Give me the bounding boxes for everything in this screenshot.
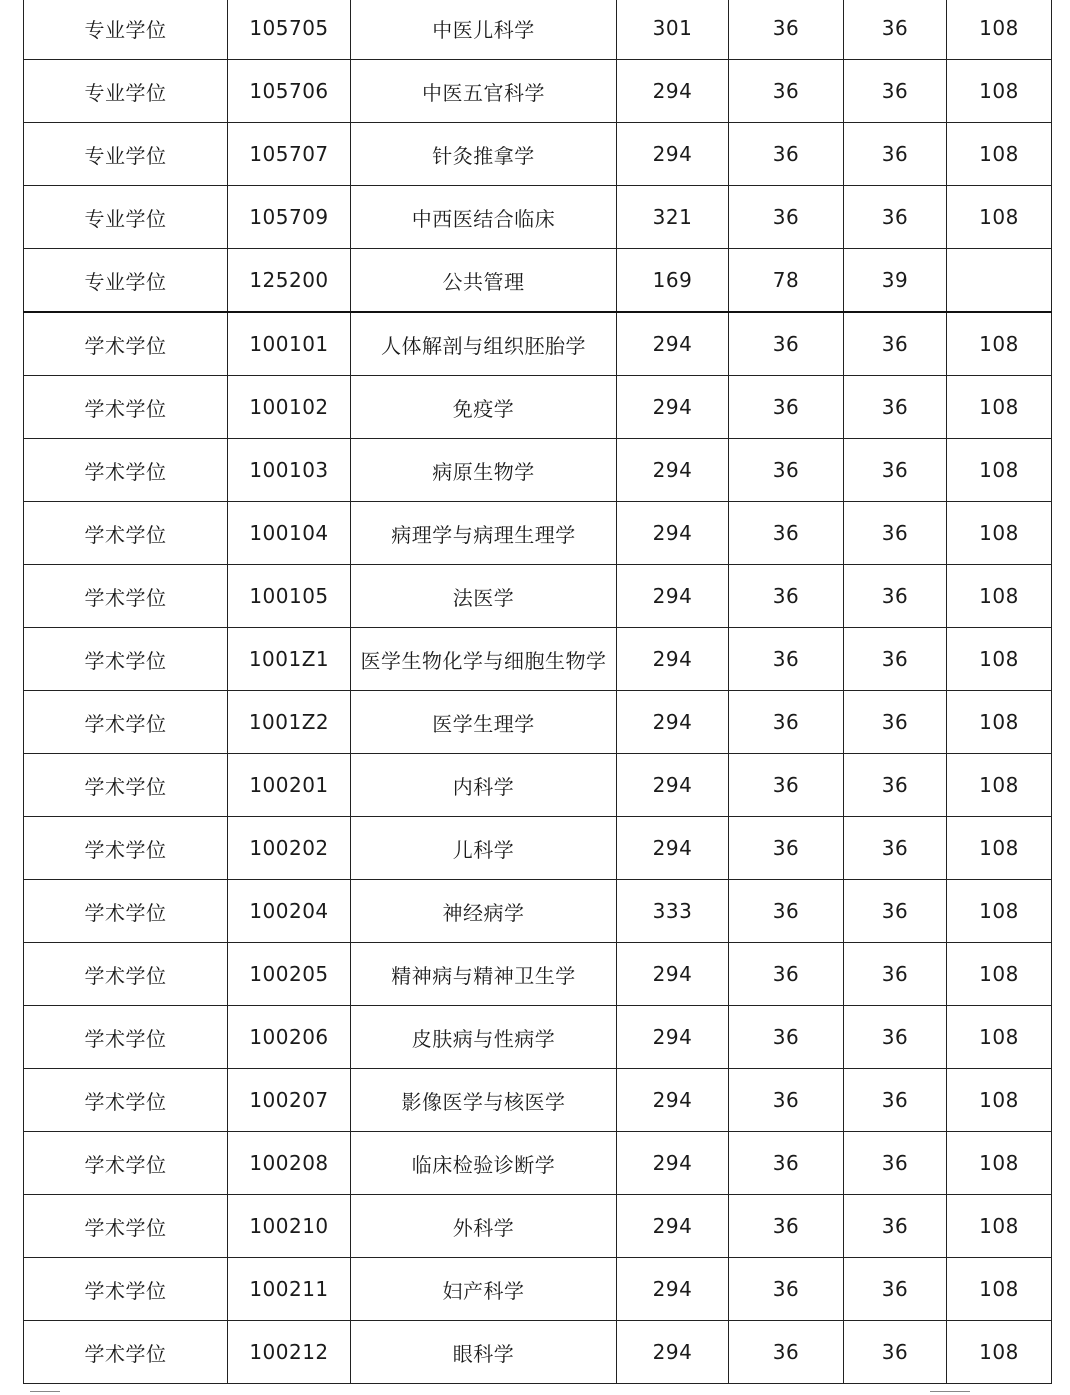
- score-table-container: [23, 0, 1051, 1384]
- degree-type-cell: 学术学位: [24, 376, 228, 439]
- major-code-cell: 100201: [228, 754, 351, 817]
- major-code-cell: 125200: [228, 249, 351, 313]
- subject2-score-cell: 36: [844, 1258, 947, 1321]
- major-code-cell: 100103: [228, 439, 351, 502]
- table-row: [24, 565, 1052, 628]
- subject2-score-cell: 36: [844, 1132, 947, 1195]
- table-row: [24, 60, 1052, 123]
- table-row: [24, 1195, 1052, 1258]
- major-name-cell: 中西医结合临床: [351, 186, 617, 249]
- subject1-score-cell: 36: [729, 817, 844, 880]
- subject1-score-cell: 36: [729, 60, 844, 123]
- subject1-score-cell: 36: [729, 628, 844, 691]
- major-code-cell: 100206: [228, 1006, 351, 1069]
- subject1-score-cell: 36: [729, 123, 844, 186]
- major-name-cell: 皮肤病与性病学: [351, 1006, 617, 1069]
- subject3-score-cell: [947, 249, 1052, 313]
- table-row: [24, 880, 1052, 943]
- major-name-cell: 外科学: [351, 1195, 617, 1258]
- subject1-score-cell: 78: [729, 249, 844, 313]
- table-body: [24, 0, 1052, 1384]
- subject1-score-cell: 36: [729, 186, 844, 249]
- major-name-cell: 精神病与精神卫生学: [351, 943, 617, 1006]
- degree-type-cell: 学术学位: [24, 565, 228, 628]
- major-name-cell: 眼科学: [351, 1321, 617, 1384]
- subject2-score-cell: 36: [844, 754, 947, 817]
- major-code-cell: 1001Z1: [228, 628, 351, 691]
- degree-type-cell: 专业学位: [24, 0, 228, 60]
- major-name-cell: 病理学与病理生理学: [351, 502, 617, 565]
- table-row: [24, 312, 1052, 376]
- total-score-cell: 294: [617, 1006, 729, 1069]
- bottom-edge-mark: [930, 1391, 970, 1392]
- major-code-cell: 100101: [228, 312, 351, 376]
- table-row: [24, 754, 1052, 817]
- major-code-cell: 100202: [228, 817, 351, 880]
- subject3-score-cell: 108: [947, 0, 1052, 60]
- subject3-score-cell: 108: [947, 502, 1052, 565]
- subject1-score-cell: 36: [729, 1195, 844, 1258]
- major-name-cell: 医学生物化学与细胞生物学: [351, 628, 617, 691]
- total-score-cell: 294: [617, 691, 729, 754]
- subject2-score-cell: 36: [844, 1069, 947, 1132]
- total-score-cell: 169: [617, 249, 729, 313]
- subject2-score-cell: 36: [844, 439, 947, 502]
- degree-type-cell: 专业学位: [24, 123, 228, 186]
- major-code-cell: 100212: [228, 1321, 351, 1384]
- total-score-cell: 294: [617, 312, 729, 376]
- subject3-score-cell: 108: [947, 439, 1052, 502]
- total-score-cell: 294: [617, 60, 729, 123]
- total-score-cell: 294: [617, 754, 729, 817]
- table-row: [24, 943, 1052, 1006]
- major-code-cell: 105706: [228, 60, 351, 123]
- degree-type-cell: 学术学位: [24, 1195, 228, 1258]
- degree-type-cell: 学术学位: [24, 943, 228, 1006]
- subject2-score-cell: 36: [844, 186, 947, 249]
- subject2-score-cell: 36: [844, 0, 947, 60]
- subject1-score-cell: 36: [729, 1321, 844, 1384]
- major-name-cell: 内科学: [351, 754, 617, 817]
- subject3-score-cell: 108: [947, 1006, 1052, 1069]
- total-score-cell: 294: [617, 1258, 729, 1321]
- score-table: [23, 0, 1052, 1384]
- total-score-cell: 294: [617, 628, 729, 691]
- degree-type-cell: 专业学位: [24, 249, 228, 313]
- major-name-cell: 妇产科学: [351, 1258, 617, 1321]
- degree-type-cell: 学术学位: [24, 312, 228, 376]
- total-score-cell: 294: [617, 376, 729, 439]
- major-code-cell: 100211: [228, 1258, 351, 1321]
- degree-type-cell: 学术学位: [24, 1132, 228, 1195]
- total-score-cell: 301: [617, 0, 729, 60]
- subject3-score-cell: 108: [947, 754, 1052, 817]
- subject3-score-cell: 108: [947, 817, 1052, 880]
- degree-type-cell: 学术学位: [24, 1006, 228, 1069]
- table-row: [24, 1069, 1052, 1132]
- bottom-edge-mark: [30, 1391, 60, 1392]
- total-score-cell: 294: [617, 1195, 729, 1258]
- major-name-cell: 神经病学: [351, 880, 617, 943]
- total-score-cell: 294: [617, 502, 729, 565]
- major-name-cell: 中医五官科学: [351, 60, 617, 123]
- subject3-score-cell: 108: [947, 1321, 1052, 1384]
- total-score-cell: 294: [617, 1321, 729, 1384]
- degree-type-cell: 学术学位: [24, 817, 228, 880]
- subject3-score-cell: 108: [947, 123, 1052, 186]
- total-score-cell: 321: [617, 186, 729, 249]
- major-code-cell: 100205: [228, 943, 351, 1006]
- table-row: [24, 1321, 1052, 1384]
- subject2-score-cell: 36: [844, 312, 947, 376]
- subject1-score-cell: 36: [729, 691, 844, 754]
- subject2-score-cell: 36: [844, 1321, 947, 1384]
- subject2-score-cell: 36: [844, 943, 947, 1006]
- subject3-score-cell: 108: [947, 1069, 1052, 1132]
- subject1-score-cell: 36: [729, 1006, 844, 1069]
- subject3-score-cell: 108: [947, 943, 1052, 1006]
- subject2-score-cell: 36: [844, 376, 947, 439]
- subject2-score-cell: 36: [844, 1006, 947, 1069]
- subject1-score-cell: 36: [729, 1258, 844, 1321]
- major-name-cell: 公共管理: [351, 249, 617, 313]
- degree-type-cell: 学术学位: [24, 628, 228, 691]
- major-code-cell: 100210: [228, 1195, 351, 1258]
- degree-type-cell: 学术学位: [24, 502, 228, 565]
- subject2-score-cell: 36: [844, 60, 947, 123]
- major-name-cell: 免疫学: [351, 376, 617, 439]
- total-score-cell: 294: [617, 1069, 729, 1132]
- table-row: [24, 1258, 1052, 1321]
- subject1-score-cell: 36: [729, 376, 844, 439]
- major-code-cell: 100105: [228, 565, 351, 628]
- degree-type-cell: 专业学位: [24, 60, 228, 123]
- table-row: [24, 691, 1052, 754]
- table-row: [24, 376, 1052, 439]
- major-code-cell: 105707: [228, 123, 351, 186]
- subject1-score-cell: 36: [729, 754, 844, 817]
- major-name-cell: 临床检验诊断学: [351, 1132, 617, 1195]
- subject3-score-cell: 108: [947, 376, 1052, 439]
- table-row: [24, 0, 1052, 60]
- subject3-score-cell: 108: [947, 565, 1052, 628]
- total-score-cell: 294: [617, 123, 729, 186]
- degree-type-cell: 学术学位: [24, 1069, 228, 1132]
- subject2-score-cell: 39: [844, 249, 947, 313]
- total-score-cell: 294: [617, 817, 729, 880]
- table-row: [24, 123, 1052, 186]
- major-name-cell: 病原生物学: [351, 439, 617, 502]
- table-row: [24, 1006, 1052, 1069]
- major-code-cell: 100102: [228, 376, 351, 439]
- table-row: [24, 439, 1052, 502]
- major-name-cell: 儿科学: [351, 817, 617, 880]
- subject3-score-cell: 108: [947, 1132, 1052, 1195]
- table-row: [24, 502, 1052, 565]
- major-name-cell: 人体解剖与组织胚胎学: [351, 312, 617, 376]
- subject1-score-cell: 36: [729, 1132, 844, 1195]
- degree-type-cell: 学术学位: [24, 691, 228, 754]
- subject1-score-cell: 36: [729, 943, 844, 1006]
- subject1-score-cell: 36: [729, 565, 844, 628]
- major-name-cell: 针灸推拿学: [351, 123, 617, 186]
- total-score-cell: 294: [617, 565, 729, 628]
- degree-type-cell: 学术学位: [24, 754, 228, 817]
- subject1-score-cell: 36: [729, 880, 844, 943]
- subject1-score-cell: 36: [729, 312, 844, 376]
- total-score-cell: 294: [617, 943, 729, 1006]
- degree-type-cell: 学术学位: [24, 439, 228, 502]
- major-code-cell: 100204: [228, 880, 351, 943]
- subject3-score-cell: 108: [947, 880, 1052, 943]
- major-code-cell: 105709: [228, 186, 351, 249]
- subject2-score-cell: 36: [844, 565, 947, 628]
- subject2-score-cell: 36: [844, 691, 947, 754]
- table-row: [24, 628, 1052, 691]
- subject1-score-cell: 36: [729, 502, 844, 565]
- subject3-score-cell: 108: [947, 1258, 1052, 1321]
- major-code-cell: 105705: [228, 0, 351, 60]
- total-score-cell: 294: [617, 1132, 729, 1195]
- degree-type-cell: 专业学位: [24, 186, 228, 249]
- subject3-score-cell: 108: [947, 312, 1052, 376]
- major-code-cell: 100207: [228, 1069, 351, 1132]
- degree-type-cell: 学术学位: [24, 1258, 228, 1321]
- total-score-cell: 294: [617, 439, 729, 502]
- subject1-score-cell: 36: [729, 0, 844, 60]
- subject3-score-cell: 108: [947, 628, 1052, 691]
- subject1-score-cell: 36: [729, 1069, 844, 1132]
- subject2-score-cell: 36: [844, 880, 947, 943]
- subject2-score-cell: 36: [844, 1195, 947, 1258]
- subject1-score-cell: 36: [729, 439, 844, 502]
- table-row: [24, 1132, 1052, 1195]
- table-row: [24, 817, 1052, 880]
- subject2-score-cell: 36: [844, 123, 947, 186]
- major-name-cell: 医学生理学: [351, 691, 617, 754]
- subject3-score-cell: 108: [947, 186, 1052, 249]
- table-row: [24, 249, 1052, 313]
- subject3-score-cell: 108: [947, 60, 1052, 123]
- major-code-cell: 100208: [228, 1132, 351, 1195]
- major-code-cell: 1001Z2: [228, 691, 351, 754]
- subject3-score-cell: 108: [947, 691, 1052, 754]
- major-code-cell: 100104: [228, 502, 351, 565]
- subject2-score-cell: 36: [844, 817, 947, 880]
- total-score-cell: 333: [617, 880, 729, 943]
- major-name-cell: 中医儿科学: [351, 0, 617, 60]
- major-name-cell: 影像医学与核医学: [351, 1069, 617, 1132]
- degree-type-cell: 学术学位: [24, 1321, 228, 1384]
- subject3-score-cell: 108: [947, 1195, 1052, 1258]
- major-name-cell: 法医学: [351, 565, 617, 628]
- subject2-score-cell: 36: [844, 502, 947, 565]
- table-row: [24, 186, 1052, 249]
- degree-type-cell: 学术学位: [24, 880, 228, 943]
- subject2-score-cell: 36: [844, 628, 947, 691]
